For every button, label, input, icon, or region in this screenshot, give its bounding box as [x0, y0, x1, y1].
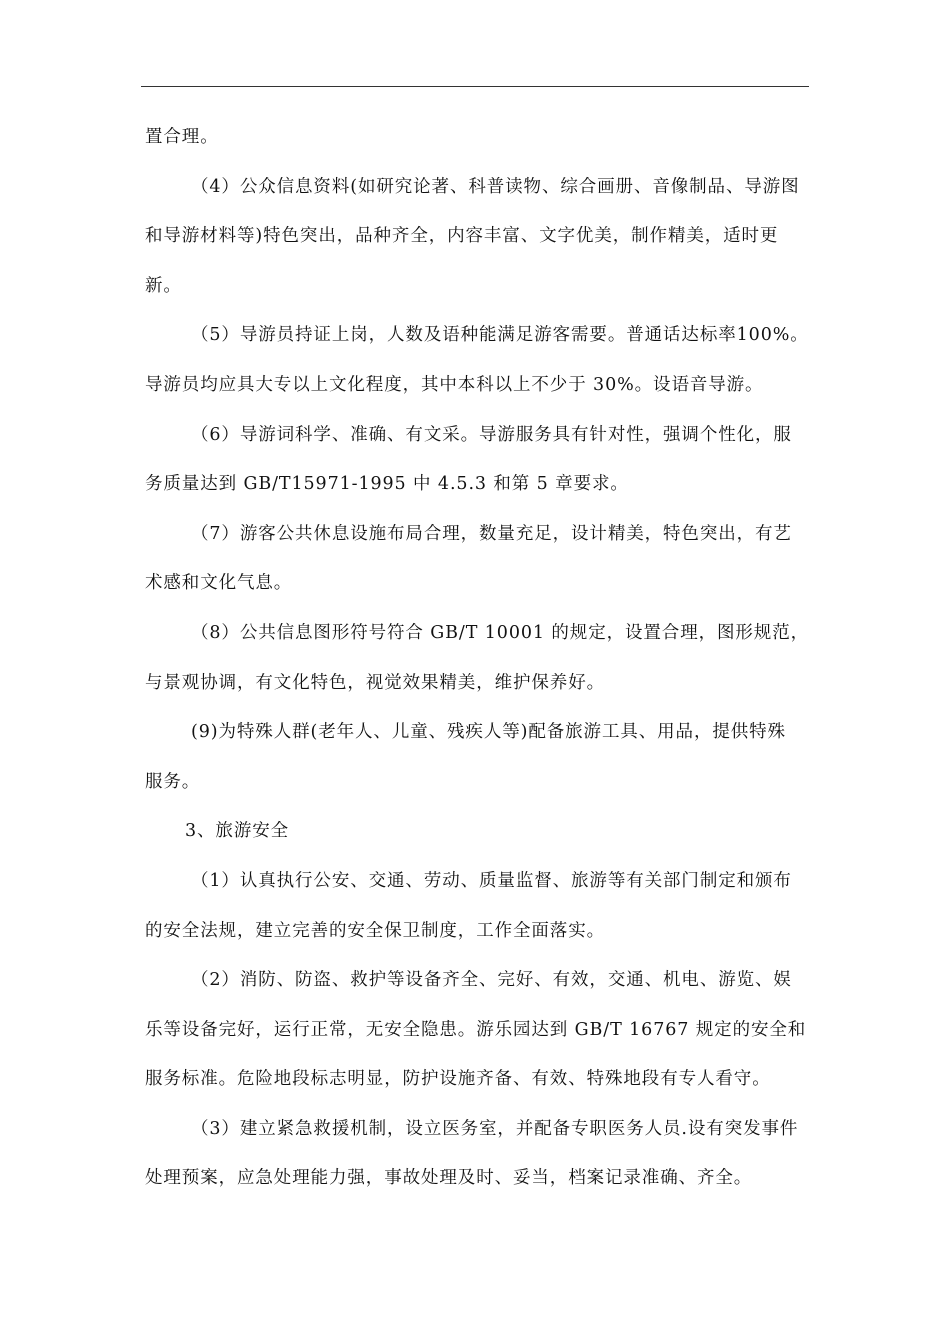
text-line: 乐等设备完好，运行正常，无安全隐患。游乐园达到 GB/T 16767 规定的安全和: [145, 1019, 807, 1040]
paragraph-item-5: （5）导游员持证上岗，人数及语种能满足游客需要。普通话达标率100%。: [191, 325, 809, 346]
text-line: 服务。: [145, 771, 201, 792]
text-line: 处理预案，应急处理能力强，事故处理及时、妥当，档案记录准确、齐全。: [145, 1168, 753, 1189]
header-rule: [141, 86, 809, 87]
paragraph-item-9: (9)为特殊人群(老年人、儿童、残疾人等)配备旅游工具、用品，提供特殊: [191, 722, 786, 743]
paragraph-item-6: （6）导游词科学、准确、有文采。导游服务具有针对性，强调个性化，服: [191, 424, 792, 445]
paragraph-safety-2: （2）消防、防盗、救护等设备齐全、完好、有效，交通、机电、游览、娱: [191, 970, 792, 991]
text-line: 新。: [145, 275, 182, 296]
text-line: 务质量达到 GB/T15971-1995 中 4.5.3 和第 5 章要求。: [145, 474, 629, 495]
text-line: 术感和文化气息。: [145, 573, 293, 594]
paragraph-safety-1: （1）认真执行公安、交通、劳动、质量监督、旅游等有关部门制定和颁布: [191, 870, 792, 891]
text-line: 和导游材料等)特色突出，品种齐全，内容丰富、文字优美，制作精美，适时更: [145, 226, 779, 247]
section-heading: 3、旅游安全: [185, 821, 290, 842]
paragraph-safety-3: （3）建立紧急救援机制，设立医务室，并配备专职医务人员.设有突发事件: [191, 1118, 799, 1139]
text-line: 服务标准。危险地段标志明显，防护设施齐备、有效、特殊地段有专人看守。: [145, 1069, 771, 1090]
text-line: 的安全法规，建立完善的安全保卫制度，工作全面落实。: [145, 920, 605, 941]
paragraph-item-4: （4）公众信息资料(如研究论著、科普读物、综合画册、音像制品、导游图: [191, 176, 800, 197]
text-line: 导游员均应具大专以上文化程度，其中本科以上不少于 30%。设语音导游。: [145, 374, 764, 395]
document-body: [145, 113, 811, 1204]
text-line: 置合理。: [145, 127, 219, 147]
paragraph-item-8: （8）公共信息图形符号符合 GB/T 10001 的规定，设置合理，图形规范，: [191, 622, 809, 643]
paragraph-item-7: （7）游客公共休息设施布局合理，数量充足，设计精美，特色突出，有艺: [191, 523, 792, 544]
text-line: 与景观协调，有文化特色，视觉效果精美，维护保养好。: [145, 672, 605, 693]
